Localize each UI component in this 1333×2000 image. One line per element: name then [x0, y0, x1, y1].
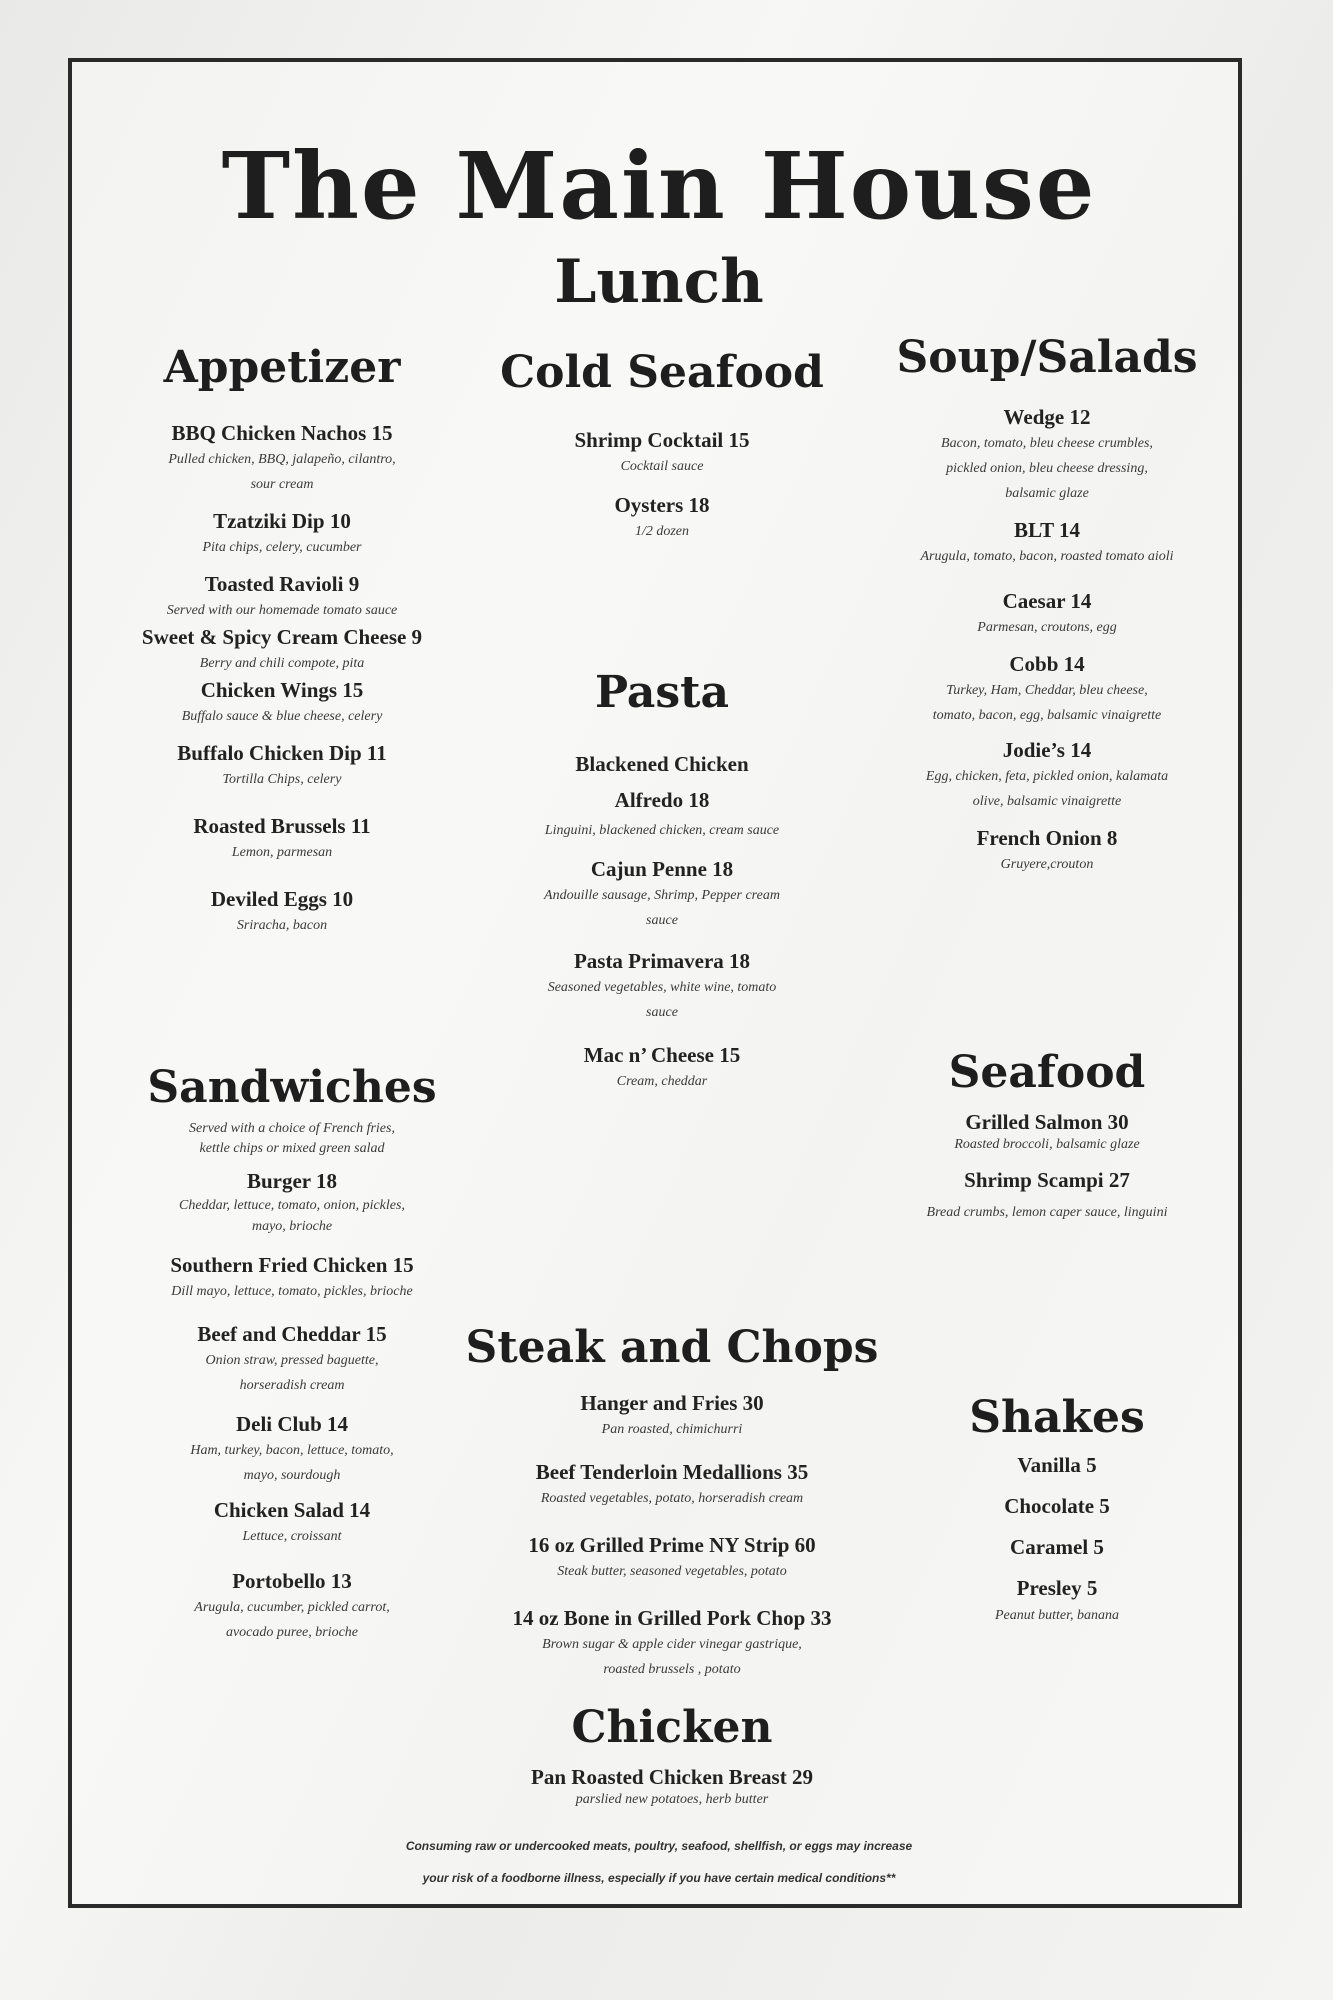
item-name: Mac n’ Cheese 15 — [583, 1043, 741, 1067]
menu-item — [72, 885, 492, 938]
item-description: 1/2 dozen — [634, 524, 690, 539]
item-description: pickled onion, bleu cheese dressing, — [946, 461, 1148, 476]
item-description: parslied new potatoes, herb butter — [575, 1792, 769, 1807]
item-description: Linguini, blackened chicken, cream sauce — [544, 823, 780, 838]
item-description: Cocktail sauce — [620, 459, 704, 474]
item-description: mayo, brioche — [251, 1219, 333, 1234]
menu-item — [72, 1251, 512, 1304]
menu-item — [472, 855, 852, 933]
item-name: Hanger and Fries 30 — [580, 1391, 764, 1415]
item-name: Caramel 5 — [1010, 1535, 1104, 1559]
item-description: Lemon, parmesan — [231, 845, 333, 860]
menu-subtitle: Lunch — [554, 247, 764, 317]
seafood-heading: Seafood — [948, 1047, 1146, 1098]
shakes-heading: Shakes — [969, 1392, 1145, 1443]
item-name: Shrimp Cocktail 15 — [574, 428, 750, 452]
menu-item — [472, 746, 852, 843]
shakes-section — [862, 1392, 1252, 1623]
item-name: French Onion 8 — [976, 826, 1118, 850]
item-name: Burger 18 — [246, 1169, 338, 1193]
footnote-line: your risk of a foodborne illness, especially if you have certain medical conditions** — [422, 1871, 896, 1885]
item-description: Gruyere,crouton — [1000, 857, 1094, 872]
item-name: Deli Club 14 — [235, 1412, 348, 1436]
item-name: Chicken Salad 14 — [213, 1498, 371, 1522]
menu-item — [472, 426, 852, 479]
item-name: Blackened Chicken — [575, 752, 749, 776]
sandwiches-intro: kettle chips or mixed green salad — [199, 1141, 385, 1156]
item-name: Oysters 18 — [614, 493, 710, 517]
item-description: Turkey, Ham, Cheddar, bleu cheese, — [946, 683, 1148, 698]
item-name: Wedge 12 — [1003, 405, 1091, 429]
item-name: Caesar 14 — [1002, 589, 1092, 613]
item-name: BBQ Chicken Nachos 15 — [171, 421, 393, 445]
menu-item — [862, 516, 1232, 569]
chicken-section — [442, 1702, 902, 1809]
item-description: balsamic glaze — [1005, 486, 1089, 501]
sandwiches-heading: Sandwiches — [147, 1062, 437, 1113]
item-description: Steak butter, seasoned vegetables, potato — [557, 1564, 787, 1579]
menu-item — [862, 736, 1232, 814]
item-description: roasted brussels , potato — [603, 1662, 741, 1677]
item-description: Brown sugar & apple cider vinegar gastrique, — [542, 1637, 802, 1652]
item-description: Onion straw, pressed baguette, — [205, 1353, 379, 1368]
pasta-section — [472, 667, 852, 1094]
item-name: Deviled Eggs 10 — [210, 887, 354, 911]
item-description: Tortilla Chips, celery — [222, 772, 342, 787]
menu-item — [472, 491, 852, 544]
item-description: Pulled chicken, BBQ, jalapeño, cilantro, — [168, 452, 396, 467]
soup-salads-heading: Soup/Salads — [896, 332, 1198, 383]
item-name: Cobb 14 — [1009, 652, 1085, 676]
menu-item — [72, 570, 492, 623]
item-description: Berry and chili compote, pita — [199, 656, 365, 671]
soup-salads-section — [862, 332, 1232, 877]
item-name: Grilled Salmon 30 — [965, 1110, 1129, 1134]
menu-item — [862, 587, 1232, 640]
item-description: Sriracha, bacon — [236, 918, 328, 933]
item-description: Egg, chicken, feta, pickled onion, kalamata — [925, 769, 1169, 784]
item-name: Toasted Ravioli 9 — [204, 572, 360, 596]
item-name: Tzatziki Dip 10 — [213, 509, 351, 533]
item-name-line-2: Alfredo 18 — [614, 788, 710, 812]
steak-and-chops-heading: Steak and Chops — [465, 1322, 879, 1373]
cold-seafood-heading: Cold Seafood — [500, 347, 824, 398]
item-description: Pita chips, celery, cucumber — [202, 540, 362, 555]
item-name: Southern Fried Chicken 15 — [170, 1253, 414, 1277]
item-name: Cajun Penne 18 — [590, 857, 734, 881]
item-name: Vanilla 5 — [1017, 1453, 1097, 1477]
menu-item — [862, 1166, 1232, 1232]
item-description: Arugula, cucumber, pickled carrot, — [194, 1600, 390, 1615]
menu-item — [442, 1389, 902, 1442]
item-name: Chocolate 5 — [1004, 1494, 1110, 1518]
item-description: Roasted vegetables, potato, horseradish cream — [540, 1491, 804, 1506]
item-description: Served with our homemade tomato sauce — [166, 603, 398, 618]
menu-title: The Main House — [221, 132, 1097, 240]
item-description: Ham, turkey, bacon, lettuce, tomato, — [190, 1443, 394, 1458]
item-name: Portobello 13 — [232, 1569, 352, 1593]
menu-item — [72, 623, 492, 676]
item-name: Chicken Wings 15 — [200, 678, 364, 702]
item-description: horseradish cream — [239, 1378, 345, 1393]
item-description: sauce — [646, 913, 678, 928]
menu-item — [72, 739, 492, 792]
menu-item — [72, 676, 492, 729]
menu-item — [472, 1041, 852, 1094]
appetizer-heading: Appetizer — [163, 342, 401, 393]
item-description: avocado puree, brioche — [225, 1625, 359, 1640]
pasta-heading: Pasta — [594, 667, 730, 718]
menu-item — [862, 1108, 1232, 1154]
allergy-footnote — [72, 1830, 1246, 1894]
item-name: 14 oz Bone in Grilled Pork Chop 33 — [512, 1606, 832, 1630]
item-name: Jodie’s 14 — [1002, 738, 1092, 762]
steak-and-chops-section — [442, 1322, 902, 1682]
item-name: Presley 5 — [1016, 1576, 1098, 1600]
menu-item — [442, 1531, 902, 1584]
item-description: sour cream — [250, 477, 314, 492]
item-description: Bread crumbs, lemon caper sauce, linguini — [926, 1205, 1168, 1220]
item-name: Sweet & Spicy Cream Cheese 9 — [141, 625, 423, 649]
item-name: BLT 14 — [1014, 518, 1080, 542]
chicken-heading: Chicken — [571, 1702, 773, 1753]
item-name: Pan Roasted Chicken Breast 29 — [531, 1765, 813, 1789]
item-description: Arugula, tomato, bacon, roasted tomato aioli — [920, 549, 1174, 564]
menu-item — [72, 1167, 512, 1237]
menu-item — [72, 507, 492, 560]
item-description: mayo, sourdough — [243, 1468, 341, 1483]
menu-frame — [68, 58, 1242, 1908]
appetizer-section — [72, 342, 492, 938]
item-name: Buffalo Chicken Dip 11 — [177, 741, 387, 765]
cold-seafood-section — [472, 347, 852, 544]
item-name: Beef and Cheddar 15 — [197, 1322, 387, 1346]
menu-item — [472, 947, 852, 1025]
item-name: Roasted Brussels 11 — [193, 814, 371, 838]
item-name: Beef Tenderloin Medallions 35 — [535, 1460, 809, 1484]
menu-item — [862, 650, 1232, 728]
item-description: Cream, cheddar — [616, 1074, 708, 1089]
item-description: olive, balsamic vinaigrette — [972, 794, 1122, 809]
item-description: Lettuce, croissant — [242, 1529, 342, 1544]
item-name: Pasta Primavera 18 — [573, 949, 751, 973]
seafood-section — [862, 1047, 1232, 1232]
item-description: Dill mayo, lettuce, tomato, pickles, brioche — [171, 1284, 413, 1299]
item-description: Buffalo sauce & blue cheese, celery — [181, 709, 383, 724]
menu-item — [442, 1763, 902, 1809]
sandwiches-intro: Served with a choice of French fries, — [189, 1121, 395, 1136]
item-description: Andouille sausage, Shrimp, Pepper cream — [544, 888, 780, 903]
item-description: Bacon, tomato, bleu cheese crumbles, — [941, 436, 1153, 451]
menu-item — [72, 812, 492, 865]
menu-item — [862, 824, 1232, 877]
item-name: Shrimp Scampi 27 — [964, 1168, 1130, 1192]
menu-item — [72, 419, 492, 497]
item-description: Peanut butter, banana — [994, 1608, 1120, 1623]
item-name: 16 oz Grilled Prime NY Strip 60 — [528, 1533, 816, 1557]
menu-item — [442, 1458, 902, 1511]
item-description: Cheddar, lettuce, tomato, onion, pickles, — [179, 1198, 405, 1213]
item-description: Pan roasted, chimichurri — [601, 1422, 743, 1437]
item-description: sauce — [646, 1005, 678, 1020]
menu-item — [442, 1604, 902, 1682]
item-description: Parmesan, croutons, egg — [977, 620, 1117, 635]
item-description: tomato, bacon, egg, balsamic vinaigrette — [932, 708, 1162, 723]
item-description: Seasoned vegetables, white wine, tomato — [547, 980, 777, 995]
menu-item — [862, 403, 1232, 506]
footnote-line: Consuming raw or undercooked meats, poultry, seafood, shellfish, or eggs may increase — [405, 1839, 913, 1853]
item-description: Roasted broccoli, balsamic glaze — [954, 1137, 1140, 1152]
